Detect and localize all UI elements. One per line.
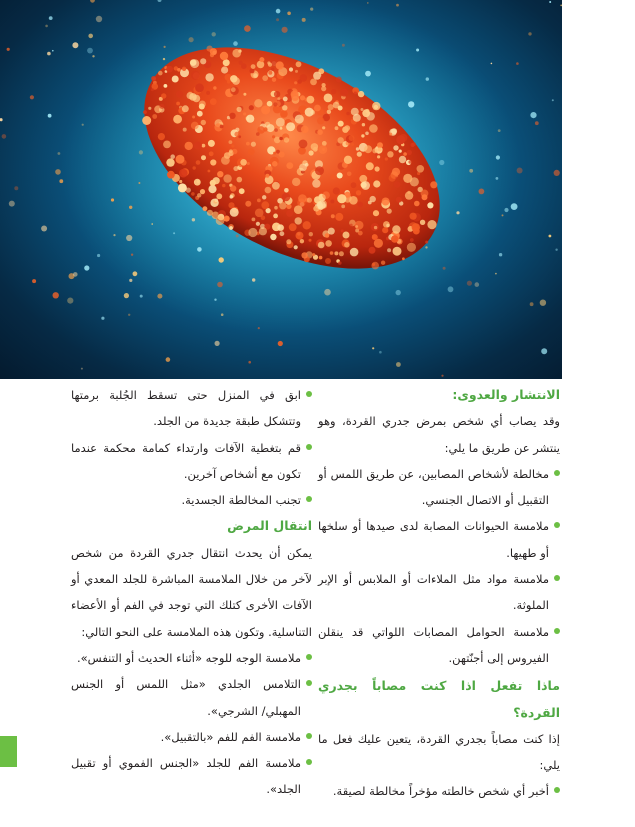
left-column [71, 382, 312, 803]
infected-heading: ماذا تفعل اذا كنت مصاباً بجدري القردة؟ [318, 678, 560, 720]
list-item: ملامسة الفم للفم «بالتقبيل». [71, 724, 312, 750]
bullet-icon [306, 654, 312, 660]
list-item: ملامسة الحيوانات المصابة لدى صيدها أو سلخها أو طهيها. [318, 513, 560, 566]
bullet-icon [306, 733, 312, 739]
list-item: مخالطة لأشخاص المصابين، عن طريق اللمس أو التقبيل أو الاتصال الجنسي. [318, 461, 560, 514]
list-item: قم بتغطية الآفات وارتداء كمامة محكمة عندما تكون مع أشخاص آخرين. [71, 435, 312, 488]
list-item: أخبر أي شخص خالطته مؤخراً مخالطة لصيقة. [318, 778, 560, 804]
infected-intro: إذا كنت مصاباً بجدري القردة، يتعين عليك فعل ما يلي: [318, 731, 560, 773]
list-item: ملامسة مواد مثل الملاءات أو الملابس أو الإبر الملوثة. [318, 566, 560, 619]
list-item: ملامسة الحوامل المصابات اللواتي قد ينقلن الفيروس إلى أجنّتهن. [318, 619, 560, 672]
bullet-icon [554, 470, 560, 476]
list-item: تجنب المخالطة الجسدية. [71, 487, 312, 513]
bullet-icon [306, 759, 312, 765]
bullet-icon [554, 787, 560, 793]
bullet-icon [554, 522, 560, 528]
list-item: التلامس الجلدي «مثل اللمس أو الجنس المهبلي/ الشرجي». [71, 671, 312, 724]
bullet-icon [306, 391, 312, 397]
transmission-heading: انتقال المرض [227, 518, 312, 534]
bullet-icon [554, 575, 560, 581]
bullet-icon [306, 444, 312, 450]
transmission-paragraph: يمكن أن يحدث انتقال جدري القردة من شخص لآخر من خلال الملامسة المباشرة للجلد المعدي أو الآفات الأخرى كتلك التي توجد في الفم أو الأعضاء التناسلية. وتكون هذه الملامسة على النحو التالي: [71, 545, 312, 639]
page-edge-tab [0, 736, 17, 767]
right-column [318, 382, 560, 805]
virus-micrograph-icon [0, 0, 562, 379]
spread-intro: وقد يصاب أي شخص بمرض جدري القردة، وهو ينتشر عن طريق ما يلي: [318, 414, 560, 455]
bullet-icon [306, 680, 312, 686]
list-item: ابق في المنزل حتى تسقط الجُلبة برمتها وتتشكل طبقة جديدة من الجلد. [71, 382, 312, 435]
bullet-icon [306, 496, 312, 502]
list-item: ملامسة الوجه للوجه «أثناء الحديث أو التنفس». [71, 645, 312, 671]
virus-image [0, 0, 562, 379]
bullet-icon [554, 628, 560, 634]
list-item: ملامسة الفم للجلد «الجنس الفموي أو تقبيل الجلد». [71, 750, 312, 803]
spread-heading: الانتشار والعدوى: [452, 387, 560, 402]
